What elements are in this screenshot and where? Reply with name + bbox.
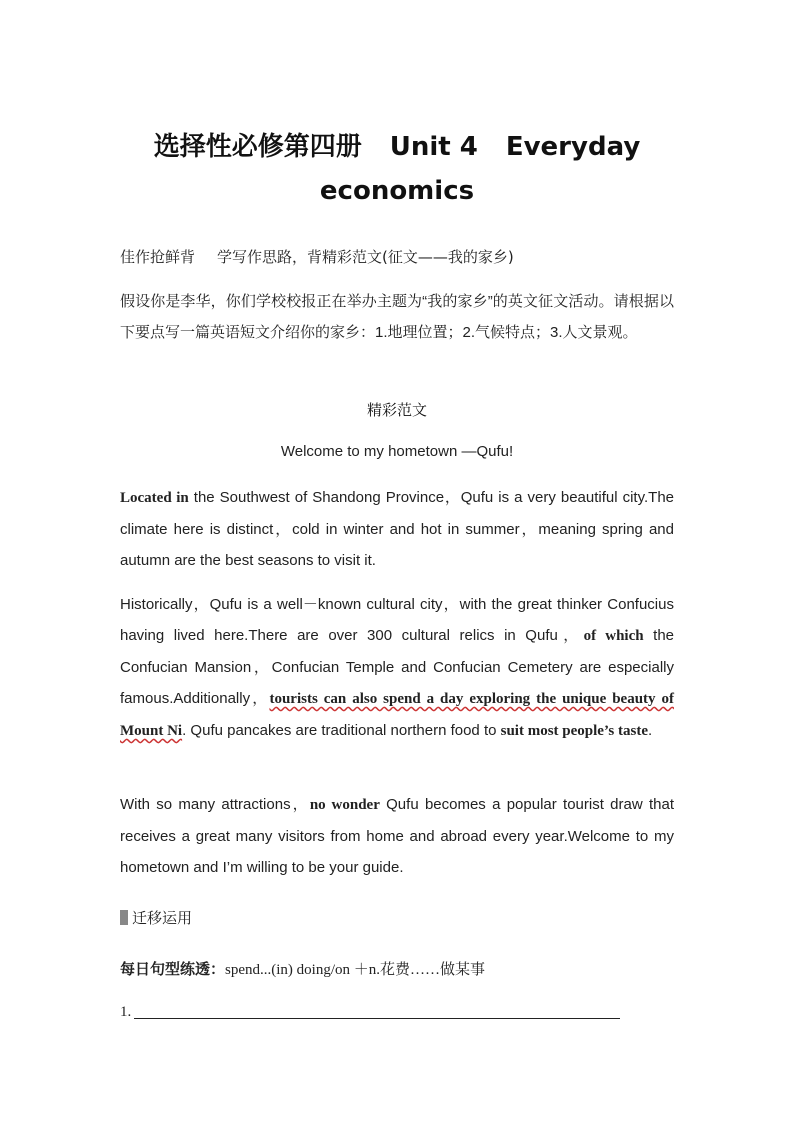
essay-title: Welcome to my hometown —Qufu! — [280, 443, 514, 460]
essay-paragraph-3 — [120, 789, 674, 883]
practice-heading-text: 迁移运用 — [132, 909, 193, 927]
exercise-item-number: 1. — [120, 1004, 132, 1020]
section-header — [120, 246, 674, 267]
writing-prompt: 假设你是李华，你们学校校报正在举办主题为“我的家乡”的英文征文活动。请根据以下要点写一篇英语短文介绍你的家乡：1.地理位置；2.气候特点；3.人文景观。 — [120, 293, 674, 341]
paragraph-text: . Qufu pancakes are traditional northern food to — [182, 722, 501, 739]
paragraph-text: the Confucian Mansion，Confucian Temple and Confucian Cemetery are especially famous.Additionally， — [120, 627, 674, 707]
highlight-phrase: Located in — [120, 490, 189, 506]
pattern-label: 每日句型练透： — [120, 960, 226, 978]
page-title-line1 — [120, 126, 674, 163]
essay-paragraph-2 — [120, 589, 674, 747]
title-unit: Unit 4 — [389, 132, 478, 162]
pattern-text: spend...(in) doing/on ＋n.花费……做某事 — [225, 962, 486, 978]
highlight-phrase: of which — [583, 628, 644, 644]
section-label: 佳作抢鲜背 — [120, 248, 196, 266]
paragraph-text: Historically，Qufu is a well－known cultural city，with the great thinker Confucius having lived here.There are over 300 cultural relics in Qufu， — [120, 596, 674, 644]
sentence-pattern — [120, 958, 674, 979]
answer-blank-line[interactable] — [134, 1018, 620, 1019]
title-chinese: 选择性必修第四册 — [153, 132, 362, 162]
section-marker-icon — [120, 910, 128, 925]
paragraph-text: With so many attractions， — [120, 796, 310, 813]
highlight-phrase: no wonder — [309, 797, 380, 813]
paragraph-text: Qufu becomes a popular tourist draw that receives a great many visitors from home and abroad every year.Welcome to my hometown and I’m willing to be your guide. — [120, 796, 674, 876]
essay-heading: 精彩范文 — [366, 401, 427, 419]
paragraph-text: . — [647, 722, 653, 739]
highlight-phrase: suit most people’s taste — [500, 723, 648, 739]
practice-heading — [120, 907, 674, 928]
paragraph-text: the Southwest of Shandong Province，Qufu is a very beautiful city.The climate here is distinct，cold in winter and hot in summer，meaning spring and autumn are the best seasons to visit it. — [120, 489, 675, 569]
page-title-line2: economics — [319, 176, 475, 206]
essay-paragraph-1 — [120, 482, 674, 576]
title-english: Everyday — [505, 132, 641, 162]
section-subtitle: 学写作思路，背精彩范文(征文——我的家乡) — [217, 248, 514, 266]
highlight-phrase-underlined: tourists can also spend a day exploring the unique beauty of Mount Ni — [120, 691, 674, 739]
